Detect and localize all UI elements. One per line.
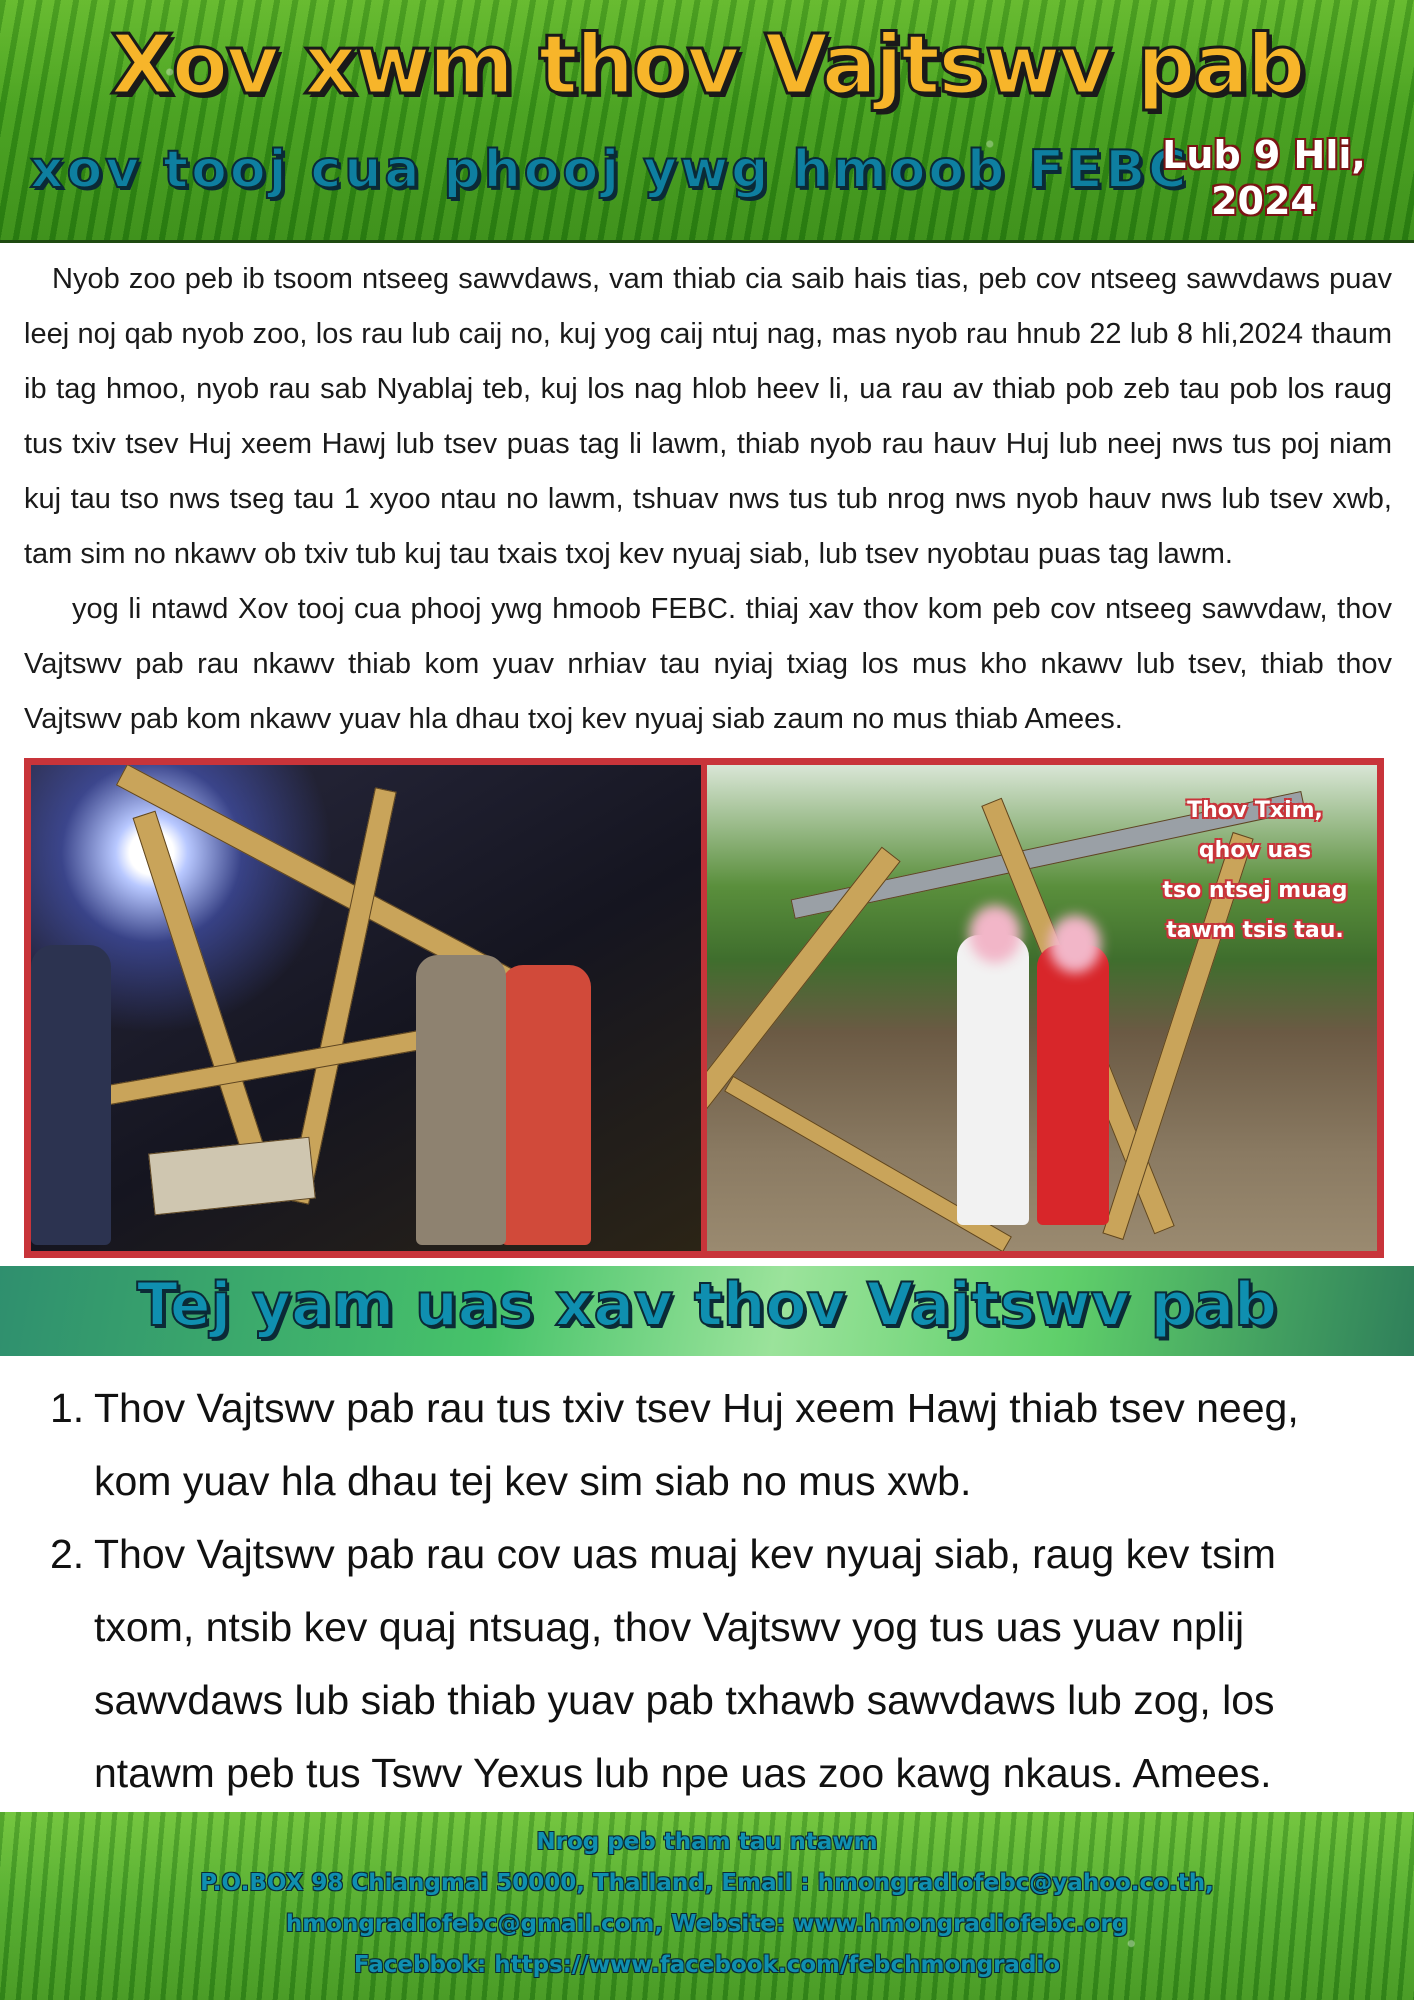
page-subtitle: xov tooj cua phooj ywg hmoob FEBC [30,140,1190,200]
caption-line: qhov uas [1198,838,1312,863]
photo-caption [1155,791,1355,951]
list-text: Thov Vajtswv pab rau tus txiv tsev Huj xeem Hawj thiab tsev neeg, kom yuav hla dhau tej kev sim siab no mus xwb. [94,1385,1299,1504]
footer-heading: Nrog peb tham tau ntawm [536,1829,878,1855]
page-title: Xov xwm thov Vajtswv pab [110,18,1304,113]
blurred-face [969,905,1021,963]
date-line-1: Lub 9 Hli, [1162,133,1366,177]
caption-line: tso ntsej muag [1162,878,1348,903]
date-badge [1154,132,1374,224]
list-number: 1. [50,1385,85,1431]
list-text: Thov Vajtswv pab rau cov uas muaj kev nyuaj siab, raug kev tsim txom, ntsib kev quaj ntsuag, thov Vajtswv yog tus uas yuav nplij sawvdaws lub siab thiab yuav pab txhawb sawvdaws lub zog, los ntawm peb tus Tswv Yexus lub npe uas zoo kawg nkaus. Amees. [94,1531,1276,1796]
list-number: 2. [50,1531,85,1577]
person-right [1037,945,1109,1225]
footer-email-website: hmongradiofebc@gmail.com, Website: www.hmongradiofebc.org [285,1911,1129,1937]
intro-text [24,252,1392,747]
footer-facebook: Facebbok: https://www.facebook.com/febchmongradio [353,1952,1061,1978]
photo-collapsed-house-night [31,765,701,1251]
photo-panel [24,758,1384,1258]
caption-line: tawm tsis tau. [1166,918,1344,943]
list-item [50,1518,1370,1810]
blurred-face [1049,915,1101,973]
list-item [50,1372,1370,1518]
footer-contact [0,1812,1414,2000]
photo-survivors-by-house [707,765,1377,1251]
section-banner [0,1266,1414,1356]
prayer-list [50,1372,1370,1810]
intro-paragraph-1: Nyob zoo peb ib tsoom ntseeg sawvdaws, vam thiab cia saib hais tias, peb cov ntseeg sawvdaws puav leej noj qab nyob zoo, los rau lub caij no, kuj yog caij ntuj nag, mas nyob rau hnub 22 lub 8 hli,2024 thaum ib tag hmoo, nyob rau sab Nyablaj teb, kuj los nag hlob heev li, ua rau av thiab pob zeb tau pob los raug tus txiv tsev Huj xeem Hawj lub tsev puas tag li lawm, thiab nyob rau hauv Huj lub neej nws tus poj niam kuj tau tso nws tseg tau 1 xyoo ntau no lawm, tshuav nws tus tub nrog nws nyob hauv nws lub tsev xwb, tam sim no nkawv ob txiv tub kuj tau txais txoj kev nyuaj siab, lub tsev nyobtau puas tag lawm. [24,263,1392,570]
caption-line: Thov Txim, [1187,798,1323,823]
header-banner [0,0,1414,243]
date-line-2: 2024 [1211,179,1317,223]
section-heading: Tej yam uas xav thov Vajtswv pab [136,1270,1278,1340]
person-left [957,935,1029,1225]
intro-paragraph-2: yog li ntawd Xov tooj cua phooj ywg hmoob FEBC. thiaj xav thov kom peb cov ntseeg sawvdaw, thov Vajtswv pab rau nkawv thiab kom yuav nrhiav tau nyiaj txiag los mus kho nkawv lub tsev, thiab thov Vajtswv pab kom nkawv yuav hla dhau txoj kev nyuaj siab zaum no mus thiab Amees. [24,593,1392,735]
footer-address: P.O.BOX 98 Chiangmai 50000, Thailand, Email : hmongradiofebc@yahoo.co.th, [200,1870,1214,1896]
